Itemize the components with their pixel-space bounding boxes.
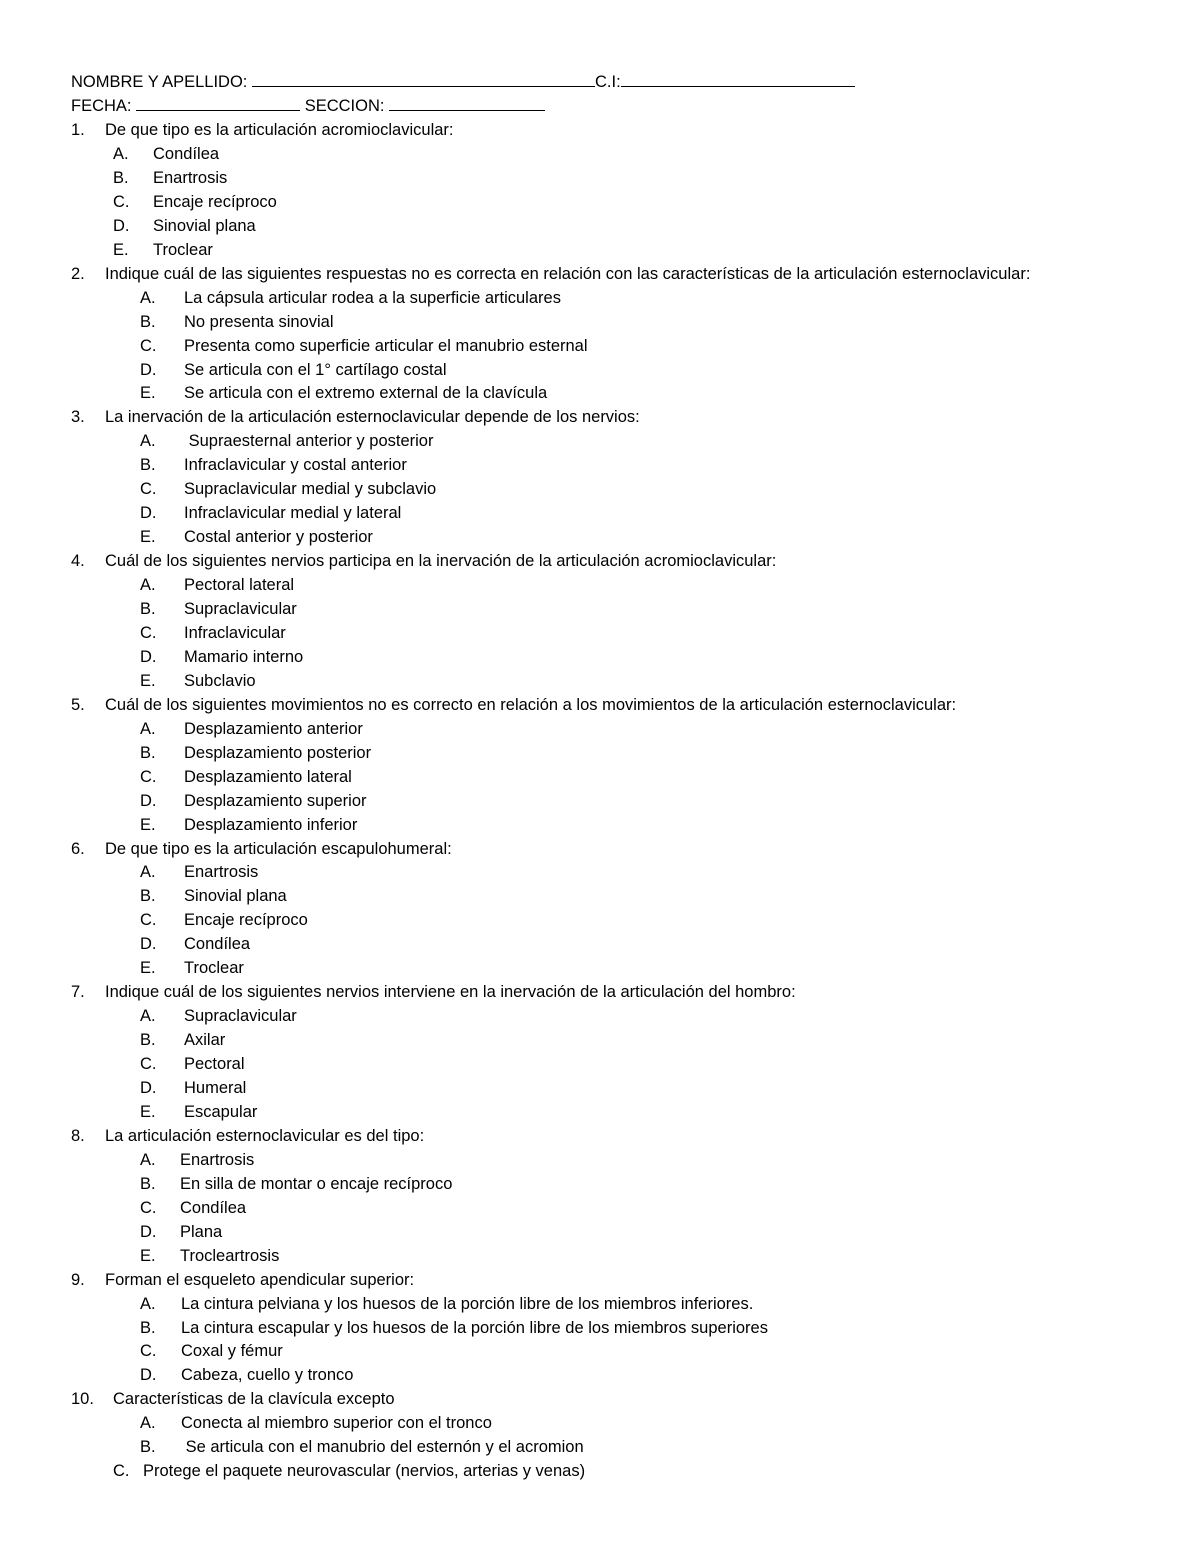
name-label: NOMBRE Y APELLIDO:: [71, 73, 248, 91]
option-text: Troclear: [153, 241, 213, 259]
option-letter: E.: [140, 816, 156, 834]
option-text: Mamario interno: [184, 648, 304, 666]
option-letter: A.: [140, 576, 156, 594]
ci-label: C.I:: [594, 73, 621, 91]
option-text: Encaje recíproco: [153, 193, 277, 211]
question-number: 4.: [71, 552, 85, 570]
option-text: Enartrosis: [184, 863, 259, 881]
option-text: Sinovial plana: [184, 887, 287, 905]
question-text: Indique cuál de los siguientes nervios interviene en la inervación de la articulación del hombro:: [105, 983, 796, 1001]
option-letter: B.: [140, 313, 156, 331]
option-text: Humeral: [184, 1079, 247, 1097]
option-text: Encaje recíproco: [184, 911, 308, 929]
option-letter: D.: [140, 1366, 157, 1384]
option-letter: E.: [140, 528, 156, 546]
option-text: Protege el paquete neurovascular (nervios, arterias y venas): [143, 1462, 586, 1480]
option-text: Condílea: [180, 1199, 247, 1217]
option-text: Troclear: [184, 959, 244, 977]
question-text: La inervación de la articulación esternoclavicular depende de los nervios:: [105, 408, 640, 426]
option-letter: C.: [140, 624, 157, 642]
option-letter: E.: [140, 1247, 156, 1265]
option-text: En silla de montar o encaje recíproco: [180, 1175, 453, 1193]
option-letter: C.: [140, 480, 157, 498]
option-letter: D.: [140, 648, 157, 666]
option-letter: C.: [140, 911, 157, 929]
question-text: La articulación esternoclavicular es del tipo:: [105, 1127, 425, 1145]
question-text: Características de la clavícula excepto: [113, 1390, 395, 1408]
option-text: Presenta como superficie articular el manubrio esternal: [184, 337, 588, 355]
option-letter: D.: [140, 1223, 157, 1241]
option-letter: D.: [140, 361, 157, 379]
fecha-label: FECHA:: [71, 97, 132, 115]
option-text: Se articula con el manubrio del esternón y el acromion: [181, 1438, 584, 1456]
question-text: Cuál de los siguientes nervios participa en la inervación de la articulación acromioclavicular:: [105, 552, 777, 570]
option-text: Enartrosis: [153, 169, 228, 187]
option-letter: A.: [140, 1151, 156, 1169]
option-letter: E.: [113, 241, 129, 259]
question-number: 6.: [71, 840, 85, 858]
option-text: Infraclavicular medial y lateral: [184, 504, 402, 522]
option-letter: A.: [140, 863, 156, 881]
option-text: La cintura escapular y los huesos de la porción libre de los miembros superiores: [181, 1319, 768, 1337]
option-text: Coxal y fémur: [181, 1342, 283, 1360]
option-letter: C.: [140, 768, 157, 786]
seccion-label: SECCION:: [304, 97, 385, 115]
question-number: 2.: [71, 265, 85, 283]
question-number: 9.: [71, 1271, 85, 1289]
option-letter: C.: [113, 193, 130, 211]
option-letter: A.: [140, 720, 156, 738]
option-text: Infraclavicular y costal anterior: [184, 456, 407, 474]
option-text: La cintura pelviana y los huesos de la porción libre de los miembros inferiores.: [181, 1295, 754, 1313]
question-text: Indique cuál de las siguientes respuestas no es correcta en relación con las características de la articulación esternoclavicular:: [105, 265, 1031, 283]
option-text: Desplazamiento lateral: [184, 768, 352, 786]
option-text: Escapular: [184, 1103, 258, 1121]
option-letter: C.: [140, 337, 157, 355]
option-letter: B.: [140, 1175, 156, 1193]
option-letter: B.: [113, 169, 129, 187]
option-text: Cabeza, cuello y tronco: [181, 1366, 354, 1384]
option-letter: E.: [140, 959, 156, 977]
option-letter: E.: [140, 672, 156, 690]
option-letter: D.: [140, 792, 157, 810]
option-text: Conecta al miembro superior con el tronco: [181, 1414, 492, 1432]
option-text: Costal anterior y posterior: [184, 528, 373, 546]
option-text: Axilar: [184, 1031, 226, 1049]
option-text: Enartrosis: [180, 1151, 255, 1169]
option-text: Pectoral: [184, 1055, 245, 1073]
option-letter: E.: [140, 384, 156, 402]
option-letter: C.: [140, 1055, 157, 1073]
question-number: 5.: [71, 696, 85, 714]
question-text: De que tipo es la articulación acromioclavicular:: [105, 121, 454, 139]
question-number: 10.: [71, 1390, 94, 1408]
option-letter: D.: [140, 1079, 157, 1097]
option-text: Condílea: [184, 935, 251, 953]
header-date-row: [71, 95, 545, 117]
option-text: Desplazamiento anterior: [184, 720, 363, 738]
option-letter: B.: [140, 887, 156, 905]
option-text: Desplazamiento inferior: [184, 816, 358, 834]
option-letter: B.: [140, 1031, 156, 1049]
option-text: Sinovial plana: [153, 217, 256, 235]
ci-blank: [621, 71, 855, 87]
option-letter: B.: [140, 744, 156, 762]
option-text: Desplazamiento superior: [184, 792, 367, 810]
option-text: Supraesternal anterior y posterior: [184, 432, 434, 450]
option-text: Subclavio: [184, 672, 256, 690]
option-letter: A.: [140, 1295, 156, 1313]
option-letter: B.: [140, 600, 156, 618]
option-letter: A.: [113, 145, 129, 163]
option-letter: A.: [140, 1414, 156, 1432]
option-letter: C.: [140, 1342, 157, 1360]
option-letter: B.: [140, 1319, 156, 1337]
option-letter: B.: [140, 1438, 156, 1456]
fecha-blank: [136, 95, 300, 111]
option-text: La cápsula articular rodea a la superficie articulares: [184, 289, 561, 307]
option-text: Desplazamiento posterior: [184, 744, 372, 762]
question-number: 1.: [71, 121, 85, 139]
question-number: 7.: [71, 983, 85, 1001]
option-letter: C.: [113, 1462, 130, 1480]
option-letter: A.: [140, 289, 156, 307]
option-letter: C.: [140, 1199, 157, 1217]
name-blank: [252, 71, 595, 87]
option-letter: D.: [140, 935, 157, 953]
option-letter: A.: [140, 1007, 156, 1025]
option-letter: E.: [140, 1103, 156, 1121]
option-text: Infraclavicular: [184, 624, 286, 642]
question-number: 3.: [71, 408, 85, 426]
option-letter: A.: [140, 432, 156, 450]
option-text: Pectoral lateral: [184, 576, 295, 594]
option-text: Se articula con el extremo external de la clavícula: [184, 384, 548, 402]
option-letter: D.: [113, 217, 130, 235]
option-text: Trocleartrosis: [180, 1247, 280, 1265]
question-text: Forman el esqueleto apendicular superior:: [105, 1271, 415, 1289]
option-text: Supraclavicular: [184, 600, 297, 618]
question-text: Cuál de los siguientes movimientos no es correcto en relación a los movimientos de la articulación esternoclavicular:: [105, 696, 957, 714]
option-text: Plana: [180, 1223, 223, 1241]
option-text: Supraclavicular: [184, 1007, 297, 1025]
question-text: De que tipo es la articulación escapulohumeral:: [105, 840, 452, 858]
question-number: 8.: [71, 1127, 85, 1145]
option-text: Se articula con el 1° cartílago costal: [184, 361, 447, 379]
seccion-blank: [389, 95, 545, 111]
option-text: No presenta sinovial: [184, 313, 334, 331]
option-letter: B.: [140, 456, 156, 474]
option-letter: D.: [140, 504, 157, 522]
header-name-row: [71, 71, 855, 93]
option-text: Condílea: [153, 145, 220, 163]
option-text: Supraclavicular medial y subclavio: [184, 480, 437, 498]
